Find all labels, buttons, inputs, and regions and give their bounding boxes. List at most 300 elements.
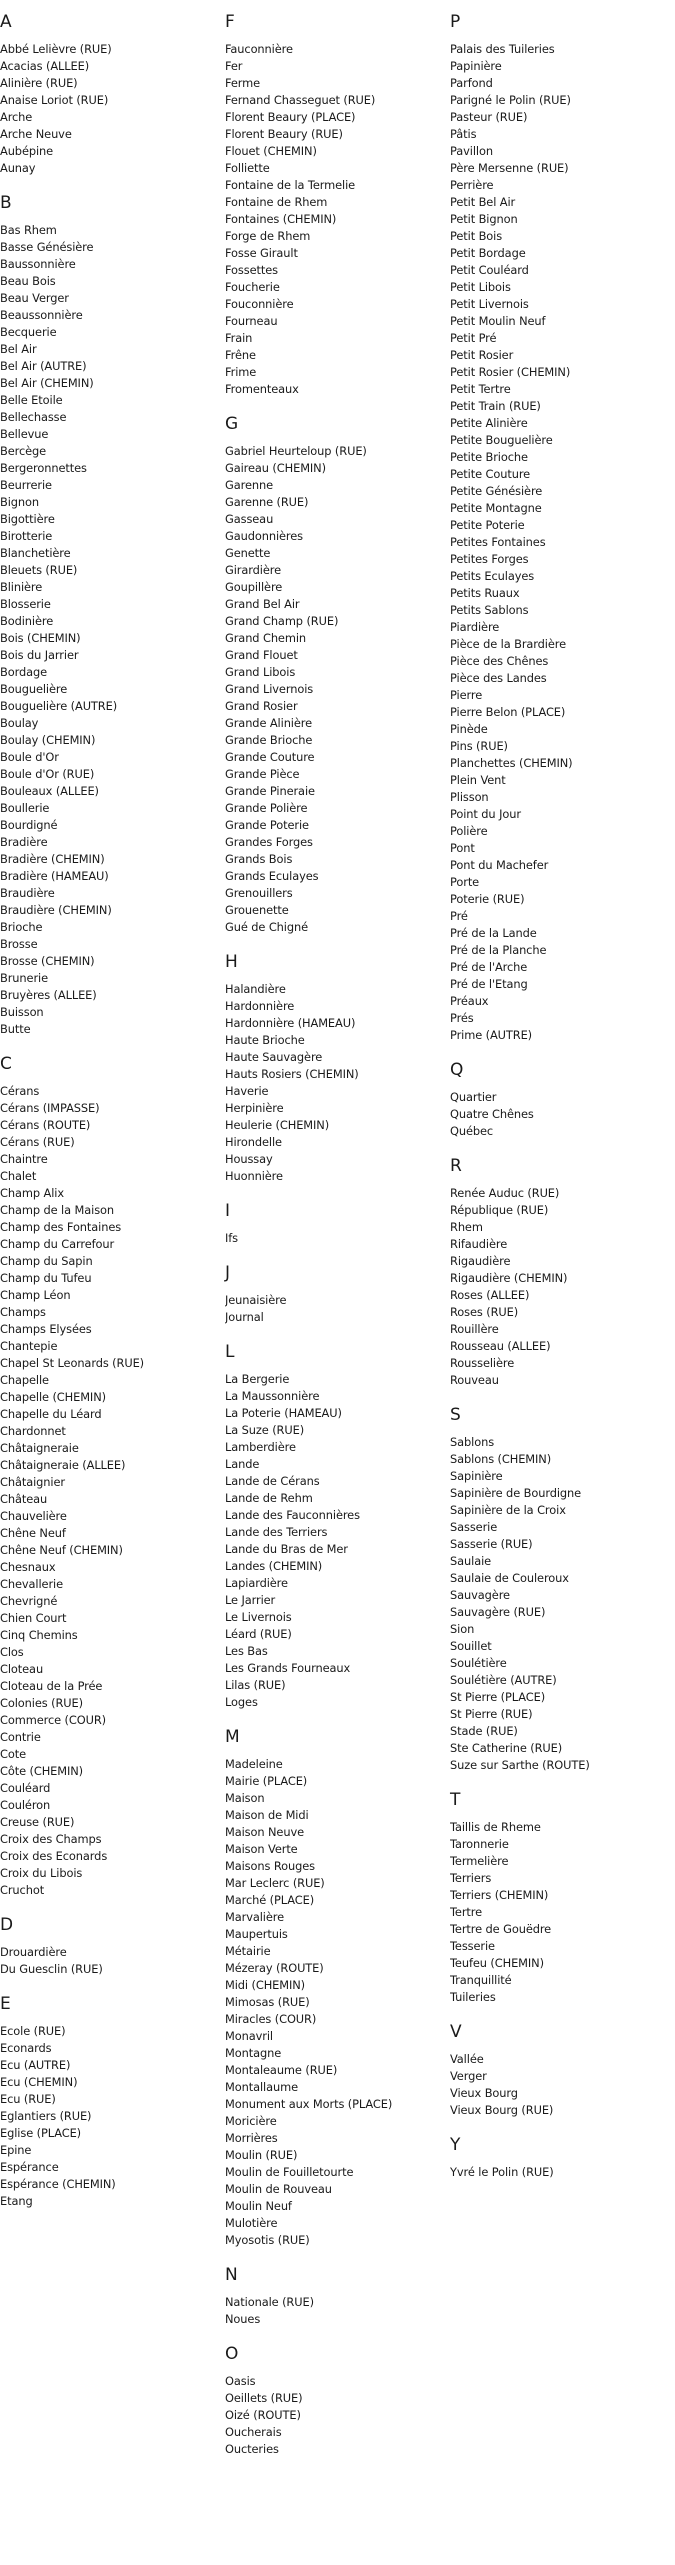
street-item: Rigaudière (CHEMIN) bbox=[450, 1271, 568, 1285]
street-item: Bradière (CHEMIN) bbox=[0, 852, 105, 866]
street-item: Chien Court bbox=[0, 1611, 67, 1625]
street-item: Grande Pineraie bbox=[225, 784, 315, 798]
street-item: St Pierre (RUE) bbox=[450, 1707, 533, 1721]
street-item: Sauvagère (RUE) bbox=[450, 1605, 546, 1619]
street-item: Châtaigneraie bbox=[0, 1441, 79, 1455]
street-item: Fauconnière bbox=[225, 42, 293, 56]
street-item: Landes (CHEMIN) bbox=[225, 1559, 323, 1573]
street-item: Rhem bbox=[450, 1220, 483, 1234]
letter-heading: S bbox=[450, 1405, 461, 1425]
letter-section-h bbox=[225, 952, 447, 1185]
street-item: Taronnerie bbox=[450, 1837, 509, 1851]
street-item: Mulotière bbox=[225, 2216, 278, 2230]
street-item: Cruchot bbox=[0, 1883, 45, 1897]
street-list bbox=[225, 2294, 447, 2328]
street-item: Vallée bbox=[450, 2052, 484, 2066]
street-list bbox=[450, 1819, 675, 2006]
street-item: Tesserie bbox=[450, 1939, 495, 1953]
letter-section-r bbox=[450, 1156, 675, 1389]
street-item: Champ Alix bbox=[0, 1186, 64, 1200]
street-item: Bouguelière (AUTRE) bbox=[0, 699, 118, 713]
street-item: Midi (CHEMIN) bbox=[225, 1978, 306, 1992]
street-item: Ecu (CHEMIN) bbox=[0, 2075, 78, 2089]
street-item: Fernand Chasseguet (RUE) bbox=[225, 93, 376, 107]
street-item: Lande de Rehm bbox=[225, 1491, 313, 1505]
street-item: Montagne bbox=[225, 2046, 282, 2060]
street-item: Métairie bbox=[225, 1944, 271, 1958]
street-item: Petit Train (RUE) bbox=[450, 399, 541, 413]
letter-section-p bbox=[450, 12, 675, 1044]
street-item: Pinède bbox=[450, 722, 488, 736]
street-item: Moulin (RUE) bbox=[225, 2148, 298, 2162]
street-item: Petite Génésière bbox=[450, 484, 543, 498]
street-item: Hardonnière (HAMEAU) bbox=[225, 1016, 356, 1030]
street-item: Epine bbox=[0, 2143, 32, 2157]
street-item: Tertre bbox=[450, 1905, 483, 1919]
letter-section-c bbox=[0, 1054, 222, 1899]
street-item: Grand Libois bbox=[225, 665, 296, 679]
street-item: Petit Rosier bbox=[450, 348, 514, 362]
street-item: Moricière bbox=[225, 2114, 277, 2128]
street-item: Champs bbox=[0, 1305, 46, 1319]
street-item: Lande du Bras de Mer bbox=[225, 1542, 348, 1556]
street-item: Loges bbox=[225, 1695, 258, 1709]
street-item: Bouleaux (ALLEE) bbox=[0, 784, 99, 798]
street-item: Jeunaisière bbox=[225, 1293, 287, 1307]
street-item: Halandière bbox=[225, 982, 286, 996]
street-item: Tertre de Gouëdre bbox=[450, 1922, 552, 1936]
letter-heading: E bbox=[0, 1994, 11, 2014]
street-item: Porte bbox=[450, 875, 480, 889]
street-item: Pavillon bbox=[450, 144, 493, 158]
street-list bbox=[0, 2023, 222, 2210]
letter-heading: P bbox=[450, 12, 461, 32]
street-item: Terriers bbox=[450, 1871, 492, 1885]
street-item: Châtaigneraie (ALLEE) bbox=[0, 1458, 126, 1472]
street-item: Arche bbox=[0, 110, 33, 124]
street-item: Hardonnière bbox=[225, 999, 295, 1013]
street-item: Grand Champ (RUE) bbox=[225, 614, 339, 628]
street-item: Châtaignier bbox=[0, 1475, 65, 1489]
street-item: Lande des Fauconnières bbox=[225, 1508, 360, 1522]
street-item: Pierre bbox=[450, 688, 483, 702]
letter-heading: B bbox=[0, 193, 12, 213]
street-item: Québec bbox=[450, 1124, 494, 1138]
street-list bbox=[225, 1371, 447, 1711]
street-item: Haute Sauvagère bbox=[225, 1050, 323, 1064]
letter-heading: Q bbox=[450, 1060, 464, 1080]
street-item: Boulay bbox=[0, 716, 39, 730]
street-item: Rousselière bbox=[450, 1356, 515, 1370]
street-item: Pré de l'Arche bbox=[450, 960, 528, 974]
street-item: Sauvagère bbox=[450, 1588, 510, 1602]
street-item: Boullerie bbox=[0, 801, 50, 815]
street-item: Bellechasse bbox=[0, 410, 67, 424]
street-item: Tuileries bbox=[450, 1990, 496, 2004]
street-item: Pâtis bbox=[450, 127, 477, 141]
street-item: Terriers (CHEMIN) bbox=[450, 1888, 549, 1902]
street-item: Prés bbox=[450, 1011, 474, 1025]
street-item: La Maussonnière bbox=[225, 1389, 320, 1403]
street-item: Le Jarrier bbox=[225, 1593, 276, 1607]
street-item: Plisson bbox=[450, 790, 489, 804]
street-item: Suze sur Sarthe (ROUTE) bbox=[450, 1758, 590, 1772]
street-item: Grande Brioche bbox=[225, 733, 313, 747]
street-item: Quartier bbox=[450, 1090, 497, 1104]
street-item: Cote bbox=[0, 1747, 26, 1761]
letter-section-j bbox=[225, 1263, 447, 1326]
street-item: Hirondelle bbox=[225, 1135, 282, 1149]
street-item: Papinière bbox=[450, 59, 502, 73]
street-item: Grande Pièce bbox=[225, 767, 300, 781]
street-item: Sapinière de Bourdigne bbox=[450, 1486, 582, 1500]
street-item: Maisons Rouges bbox=[225, 1859, 316, 1873]
street-item: Bruyères (ALLEE) bbox=[0, 988, 97, 1002]
street-item: Frime bbox=[225, 365, 257, 379]
street-item: Petit Bordage bbox=[450, 246, 526, 260]
letter-section-a bbox=[0, 12, 222, 177]
street-item: Myosotis (RUE) bbox=[225, 2233, 310, 2247]
street-item: Espérance bbox=[0, 2160, 59, 2174]
street-item: Léard (RUE) bbox=[225, 1627, 292, 1641]
street-list bbox=[225, 2373, 447, 2458]
street-item: Cinq Chemins bbox=[0, 1628, 78, 1642]
street-item: Couléard bbox=[0, 1781, 51, 1795]
street-item: Fourneau bbox=[225, 314, 278, 328]
street-item: Blosserie bbox=[0, 597, 51, 611]
street-item: Grande Poterie bbox=[225, 818, 309, 832]
street-list bbox=[225, 443, 447, 936]
street-item: Haute Brioche bbox=[225, 1033, 305, 1047]
street-item: Moulin de Rouveau bbox=[225, 2182, 332, 2196]
street-item: Petit Bignon bbox=[450, 212, 518, 226]
street-item: Fontaine de Rhem bbox=[225, 195, 328, 209]
street-item: Cloteau bbox=[0, 1662, 44, 1676]
street-item: Couléron bbox=[0, 1798, 51, 1812]
street-item: Plein Vent bbox=[450, 773, 506, 787]
street-item: Acacias (ALLEE) bbox=[0, 59, 90, 73]
street-item: Birotterie bbox=[0, 529, 53, 543]
street-item: Grand Bel Air bbox=[225, 597, 300, 611]
street-item: Maison Neuve bbox=[225, 1825, 305, 1839]
street-item: Chalet bbox=[0, 1169, 37, 1183]
letter-section-e bbox=[0, 1994, 222, 2210]
street-item: Tranquillité bbox=[450, 1973, 512, 1987]
street-item: Soulétière (AUTRE) bbox=[450, 1673, 557, 1687]
street-item: Cloteau de la Prée bbox=[0, 1679, 103, 1693]
street-item: Sasserie bbox=[450, 1520, 498, 1534]
street-item: Maison Verte bbox=[225, 1842, 298, 1856]
street-item: Petite Montagne bbox=[450, 501, 542, 515]
street-list bbox=[225, 1292, 447, 1326]
letter-heading: Y bbox=[450, 2135, 461, 2155]
letter-heading: G bbox=[225, 414, 239, 434]
letter-heading: R bbox=[450, 1156, 462, 1176]
street-item: Gasseau bbox=[225, 512, 274, 526]
street-item: Chevrigné bbox=[0, 1594, 58, 1608]
letter-section-s bbox=[450, 1405, 675, 1774]
street-item: Moulin de Fouilletourte bbox=[225, 2165, 354, 2179]
street-item: Grand Livernois bbox=[225, 682, 314, 696]
street-item: Marché (PLACE) bbox=[225, 1893, 315, 1907]
street-item: Soulétière bbox=[450, 1656, 507, 1670]
street-item: Butte bbox=[0, 1022, 31, 1036]
street-item: Morrières bbox=[225, 2131, 278, 2145]
street-item: Chapelle du Léard bbox=[0, 1407, 102, 1421]
street-item: Braudière bbox=[0, 886, 55, 900]
street-item: Grande Polière bbox=[225, 801, 308, 815]
street-item: Saulaie bbox=[450, 1554, 492, 1568]
street-item: Champ du Sapin bbox=[0, 1254, 93, 1268]
street-item: Noues bbox=[225, 2312, 261, 2326]
letter-heading: N bbox=[225, 2265, 238, 2285]
street-item: Bordage bbox=[0, 665, 48, 679]
street-item: Montaleaume (RUE) bbox=[225, 2063, 338, 2077]
letter-heading: O bbox=[225, 2344, 239, 2364]
street-item: Roses (RUE) bbox=[450, 1305, 519, 1319]
street-list bbox=[225, 1230, 447, 1247]
street-item: Champ du Tufeu bbox=[0, 1271, 92, 1285]
street-item: Bercège bbox=[0, 444, 47, 458]
street-item: Lande de Cérans bbox=[225, 1474, 320, 1488]
street-item: Chêne Neuf bbox=[0, 1526, 66, 1540]
letter-section-q bbox=[450, 1060, 675, 1140]
street-index-column-2 bbox=[225, 0, 447, 2474]
street-item: Petit Rosier (CHEMIN) bbox=[450, 365, 571, 379]
street-item: Frain bbox=[225, 331, 253, 345]
street-item: Fosse Girault bbox=[225, 246, 298, 260]
letter-heading: L bbox=[225, 1342, 235, 1362]
street-item: Brunerie bbox=[0, 971, 48, 985]
street-item: Fouconnière bbox=[225, 297, 294, 311]
street-index-column-1 bbox=[0, 0, 222, 2226]
letter-section-t bbox=[450, 1790, 675, 2006]
street-item: Bas Rhem bbox=[0, 223, 57, 237]
street-item: Chesnaux bbox=[0, 1560, 56, 1574]
street-item: Brosse bbox=[0, 937, 38, 951]
street-item: Drouardière bbox=[0, 1945, 67, 1959]
street-item: Mar Leclerc (RUE) bbox=[225, 1876, 325, 1890]
street-item: Parigné le Polin (RUE) bbox=[450, 93, 571, 107]
street-item: Journal bbox=[225, 1310, 264, 1324]
street-item: Fromenteaux bbox=[225, 382, 299, 396]
street-index-column-3 bbox=[450, 0, 675, 2197]
letter-section-d bbox=[0, 1915, 222, 1978]
street-item: Yvré le Polin (RUE) bbox=[450, 2165, 554, 2179]
street-item: Petits Sablons bbox=[450, 603, 529, 617]
street-item: Moulin Neuf bbox=[225, 2199, 292, 2213]
street-item: Oucteries bbox=[225, 2442, 279, 2456]
street-item: Point du Jour bbox=[450, 807, 521, 821]
street-item: Petit Bois bbox=[450, 229, 503, 243]
street-item: Pré de la Lande bbox=[450, 926, 537, 940]
street-item: Oizé (ROUTE) bbox=[225, 2408, 301, 2422]
street-item: Bignon bbox=[0, 495, 40, 509]
street-item: Beurrerie bbox=[0, 478, 52, 492]
street-item: Château bbox=[0, 1492, 48, 1506]
street-item: Lapiardière bbox=[225, 1576, 288, 1590]
street-item: Bleuets (RUE) bbox=[0, 563, 78, 577]
letter-heading: C bbox=[0, 1054, 12, 1074]
street-item: Monavril bbox=[225, 2029, 273, 2043]
street-item: Boulay (CHEMIN) bbox=[0, 733, 96, 747]
street-item: Girardière bbox=[225, 563, 281, 577]
street-item: Ste Catherine (RUE) bbox=[450, 1741, 563, 1755]
street-item: Petits Eculayes bbox=[450, 569, 535, 583]
street-item: Roses (ALLEE) bbox=[450, 1288, 530, 1302]
street-item: Les Grands Fourneaux bbox=[225, 1661, 351, 1675]
street-item: Marvalière bbox=[225, 1910, 284, 1924]
street-item: Madeleine bbox=[225, 1757, 283, 1771]
street-item: Grand Flouet bbox=[225, 648, 298, 662]
street-item: Pins (RUE) bbox=[450, 739, 508, 753]
street-item: Pièce de la Brardière bbox=[450, 637, 567, 651]
letter-section-n bbox=[225, 2265, 447, 2328]
street-item: Braudière (CHEMIN) bbox=[0, 903, 112, 917]
street-item: Prime (AUTRE) bbox=[450, 1028, 533, 1042]
letter-section-g bbox=[225, 414, 447, 936]
street-item: Chapelle bbox=[0, 1373, 49, 1387]
street-item: Petite Poterie bbox=[450, 518, 525, 532]
street-item: Pré bbox=[450, 909, 468, 923]
street-item: Grandes Forges bbox=[225, 835, 313, 849]
street-item: Croix des Econards bbox=[0, 1849, 108, 1863]
street-item: Bellevue bbox=[0, 427, 49, 441]
street-item: Grande Alinière bbox=[225, 716, 313, 730]
street-item: Ifs bbox=[225, 1231, 239, 1245]
street-item: Petit Tertre bbox=[450, 382, 511, 396]
street-item: Gaudonnières bbox=[225, 529, 304, 543]
street-item: Champ des Fontaines bbox=[0, 1220, 122, 1234]
street-item: Belle Etoile bbox=[0, 393, 63, 407]
street-item: Herpinière bbox=[225, 1101, 284, 1115]
street-item: Abbé Lelièvre (RUE) bbox=[0, 42, 112, 56]
street-item: Montallaume bbox=[225, 2080, 298, 2094]
street-item: Oasis bbox=[225, 2374, 256, 2388]
street-item: Maison bbox=[225, 1791, 265, 1805]
street-item: Chauvelière bbox=[0, 1509, 67, 1523]
street-item: Du Guesclin (RUE) bbox=[0, 1962, 103, 1976]
street-item: Sapinière de la Croix bbox=[450, 1503, 566, 1517]
street-item: Grands Eculayes bbox=[225, 869, 319, 883]
street-item: Clos bbox=[0, 1645, 24, 1659]
street-item: Pièce des Landes bbox=[450, 671, 547, 685]
street-item: Boule d'Or bbox=[0, 750, 59, 764]
street-item: Chapel St Leonards (RUE) bbox=[0, 1356, 145, 1370]
letter-heading: T bbox=[450, 1790, 461, 1810]
street-item: Palais des Tuileries bbox=[450, 42, 555, 56]
street-item: Ecu (RUE) bbox=[0, 2092, 56, 2106]
street-item: République (RUE) bbox=[450, 1203, 549, 1217]
letter-heading: D bbox=[0, 1915, 14, 1935]
street-item: Bradière bbox=[0, 835, 48, 849]
street-item: Oeillets (RUE) bbox=[225, 2391, 303, 2405]
street-item: Monument aux Morts (PLACE) bbox=[225, 2097, 393, 2111]
street-item: Croix des Champs bbox=[0, 1832, 102, 1846]
street-item: Petit Moulin Neuf bbox=[450, 314, 546, 328]
street-item: Taillis de Rheme bbox=[450, 1820, 541, 1834]
street-item: Baussonnière bbox=[0, 257, 76, 271]
street-list bbox=[450, 1185, 675, 1389]
letter-section-v bbox=[450, 2022, 675, 2119]
street-list bbox=[0, 222, 222, 1038]
street-item: Petites Fontaines bbox=[450, 535, 546, 549]
street-item: Champs Elysées bbox=[0, 1322, 92, 1336]
street-item: Pré de la Planche bbox=[450, 943, 547, 957]
street-item: Anaise Loriot (RUE) bbox=[0, 93, 109, 107]
street-item: La Suze (RUE) bbox=[225, 1423, 305, 1437]
street-item: Basse Génésière bbox=[0, 240, 94, 254]
street-item: Quatre Chênes bbox=[450, 1107, 534, 1121]
street-item: Florent Beaury (PLACE) bbox=[225, 110, 356, 124]
street-item: Petits Ruaux bbox=[450, 586, 520, 600]
street-item: Verger bbox=[450, 2069, 487, 2083]
street-item: Espérance (CHEMIN) bbox=[0, 2177, 116, 2191]
letter-heading: A bbox=[0, 12, 12, 32]
street-item: Garenne (RUE) bbox=[225, 495, 309, 509]
street-item: Goupillère bbox=[225, 580, 283, 594]
street-item: Eglise (PLACE) bbox=[0, 2126, 82, 2140]
street-item: Vieux Bourg (RUE) bbox=[450, 2103, 554, 2117]
street-item: Bergeronnettes bbox=[0, 461, 87, 475]
street-item: Blinière bbox=[0, 580, 43, 594]
street-item: Beaussonnière bbox=[0, 308, 83, 322]
street-list bbox=[225, 1756, 447, 2249]
street-list bbox=[450, 41, 675, 1044]
street-item: Petite Bouguelière bbox=[450, 433, 553, 447]
street-item: Rouveau bbox=[450, 1373, 499, 1387]
street-item: Renée Auduc (RUE) bbox=[450, 1186, 560, 1200]
street-item: Petit Libois bbox=[450, 280, 511, 294]
letter-section-i bbox=[225, 1201, 447, 1247]
street-item: Econards bbox=[0, 2041, 52, 2055]
street-item: Gaireau (CHEMIN) bbox=[225, 461, 326, 475]
street-item: Fer bbox=[225, 59, 243, 73]
letter-section-m bbox=[225, 1727, 447, 2249]
street-item: Petit Bel Air bbox=[450, 195, 516, 209]
street-item: Père Mersenne (RUE) bbox=[450, 161, 569, 175]
street-item: Lande des Terriers bbox=[225, 1525, 328, 1539]
street-item: Rousseau (ALLEE) bbox=[450, 1339, 551, 1353]
street-item: Lilas (RUE) bbox=[225, 1678, 286, 1692]
street-item: Sapinière bbox=[450, 1469, 503, 1483]
street-item: Alinière (RUE) bbox=[0, 76, 78, 90]
street-item: Nationale (RUE) bbox=[225, 2295, 314, 2309]
street-item: Planchettes (CHEMIN) bbox=[450, 756, 573, 770]
street-item: Maupertuis bbox=[225, 1927, 288, 1941]
street-item: Aubépine bbox=[0, 144, 54, 158]
street-item: Aunay bbox=[0, 161, 36, 175]
street-item: Lamberdière bbox=[225, 1440, 296, 1454]
street-item: Bois (CHEMIN) bbox=[0, 631, 81, 645]
street-item: Grands Bois bbox=[225, 852, 293, 866]
letter-section-f bbox=[225, 12, 447, 398]
street-item: Petite Alinière bbox=[450, 416, 528, 430]
street-item: Parfond bbox=[450, 76, 493, 90]
street-item: Bel Air (AUTRE) bbox=[0, 359, 87, 373]
street-item: Petit Livernois bbox=[450, 297, 529, 311]
street-item: Bel Air (CHEMIN) bbox=[0, 376, 94, 390]
street-item: Rouillère bbox=[450, 1322, 499, 1336]
street-item: Haverie bbox=[225, 1084, 269, 1098]
street-item: St Pierre (PLACE) bbox=[450, 1690, 546, 1704]
street-item: Ecu (AUTRE) bbox=[0, 2058, 71, 2072]
street-item: Creuse (RUE) bbox=[0, 1815, 75, 1829]
street-item: Pont du Machefer bbox=[450, 858, 549, 872]
street-item: Préaux bbox=[450, 994, 489, 1008]
street-list bbox=[450, 1089, 675, 1140]
street-list bbox=[0, 1083, 222, 1899]
